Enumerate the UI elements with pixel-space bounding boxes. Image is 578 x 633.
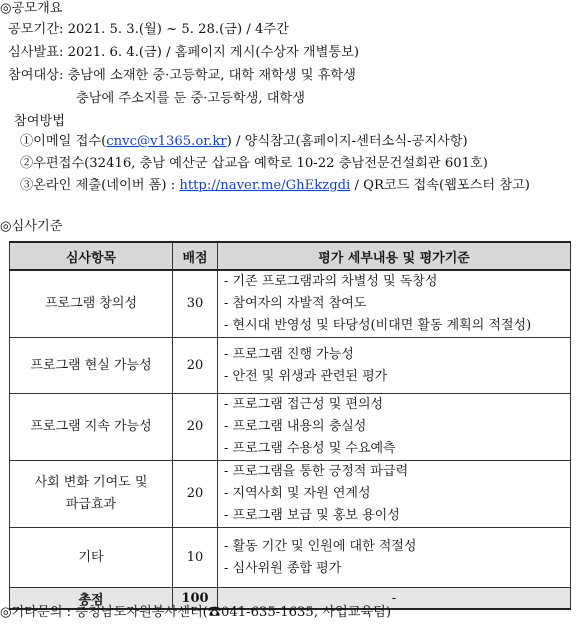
email-prefix: ①이메일 접수( xyxy=(20,134,107,149)
header-item: 심사항목 xyxy=(10,242,173,270)
table-row xyxy=(10,394,571,461)
contact-info: ◎기타문의 : 충청남도자원봉사센터(☎041-635-1635, 사업교육팀) xyxy=(0,605,392,620)
table-row xyxy=(10,528,571,588)
header-detail: 평가 세부내용 및 평가기준 xyxy=(218,242,571,270)
header-score: 배점 xyxy=(173,242,218,270)
application-period: 공모기간: 2021. 5. 3.(월) ~ 5. 28.(금) / 4주간 xyxy=(8,22,289,37)
detail-line: - 프로그램 진행 가능성 xyxy=(224,346,354,362)
evaluation-criteria-table xyxy=(9,241,571,610)
naver-form-link[interactable]: http://naver.me/GhEkzgdi xyxy=(179,178,351,193)
criteria-details xyxy=(218,528,571,588)
detail-line: - 현시대 반영성 및 타당성(비대면 활동 계획의 적절성) xyxy=(224,318,532,333)
detail-line: - 심사위원 종합 평가 xyxy=(224,560,342,576)
total-detail: - xyxy=(218,588,571,610)
criteria-score: 20 xyxy=(173,338,218,394)
announcement-date: 심사발표: 2021. 6. 4.(금) / 홈페이지 게시(수상자 개별통보) xyxy=(8,45,360,60)
criteria-score: 20 xyxy=(173,461,218,528)
criteria-item-line: 사회 변화 기여도 및 xyxy=(34,475,148,490)
detail-line: - 지역사회 및 자원 연계성 xyxy=(224,486,371,501)
online-suffix: / QR코드 접속(웹포스터 참고) xyxy=(350,178,530,193)
total-label: 총점 xyxy=(10,588,173,610)
criteria-details xyxy=(218,394,571,461)
criteria-details xyxy=(218,338,571,394)
criteria-details xyxy=(218,461,571,528)
criteria-item: 프로그램 창의성 xyxy=(10,270,173,338)
criteria-item xyxy=(10,461,173,528)
table-row xyxy=(10,461,571,528)
criteria-score: 10 xyxy=(173,528,218,588)
table-row xyxy=(10,338,571,394)
criteria-item: 기타 xyxy=(10,528,173,588)
detail-line: - 프로그램 내용의 충실성 xyxy=(224,419,367,434)
criteria-score: 30 xyxy=(173,270,218,338)
detail-line: - 참여자의 자발적 참여도 xyxy=(224,296,367,311)
detail-line: - 활동 기간 및 인원에 대한 적절성 xyxy=(224,538,417,554)
eligibility-line-2: 충남에 주소지를 둔 중·고등학생, 대학생 xyxy=(76,91,305,106)
detail-line: - 프로그램 수용성 및 수요예측 xyxy=(224,441,396,456)
criteria-section-title: ◎심사기준 xyxy=(0,219,63,234)
detail-line: - 안전 및 위생과 관련된 평가 xyxy=(224,368,388,384)
detail-line: - 프로그램을 통한 긍정적 파급력 xyxy=(224,464,409,479)
method-post: ②우편접수(32416, 충남 예산군 삽교읍 예학로 10-22 충남전문건설회관 601호) xyxy=(20,156,488,171)
method-online xyxy=(20,177,530,195)
overview-section-title: ◎공모개요 xyxy=(0,1,63,16)
eligibility-line-1: 참여대상: 충남에 소재한 중·고등학교, 대학 재학생 및 휴학생 xyxy=(8,68,356,83)
total-score: 100 xyxy=(173,588,218,610)
criteria-item-line: 파급효과 xyxy=(65,497,117,512)
criteria-details xyxy=(218,270,571,338)
detail-line: - 프로그램 접근성 및 편의성 xyxy=(224,397,384,412)
email-suffix: ) / 양식참고(홈페이지-센터소식-공지사항) xyxy=(226,134,468,149)
method-email xyxy=(20,133,468,151)
criteria-score: 20 xyxy=(173,394,218,461)
detail-line: - 기존 프로그램과의 차별성 및 독창성 xyxy=(224,274,438,289)
criteria-item: 프로그램 지속 가능성 xyxy=(10,394,173,461)
email-link[interactable]: cnvc@v1365.or.kr xyxy=(106,134,227,149)
table-row xyxy=(10,270,571,338)
table-header-row xyxy=(10,242,571,270)
criteria-item: 프로그램 현실 가능성 xyxy=(10,338,173,394)
method-title: 참여방법 xyxy=(14,114,65,129)
detail-line: - 프로그램 보급 및 홍보 용이성 xyxy=(224,508,400,523)
online-prefix: ③온라인 제출(네이버 폼) : xyxy=(20,178,180,193)
